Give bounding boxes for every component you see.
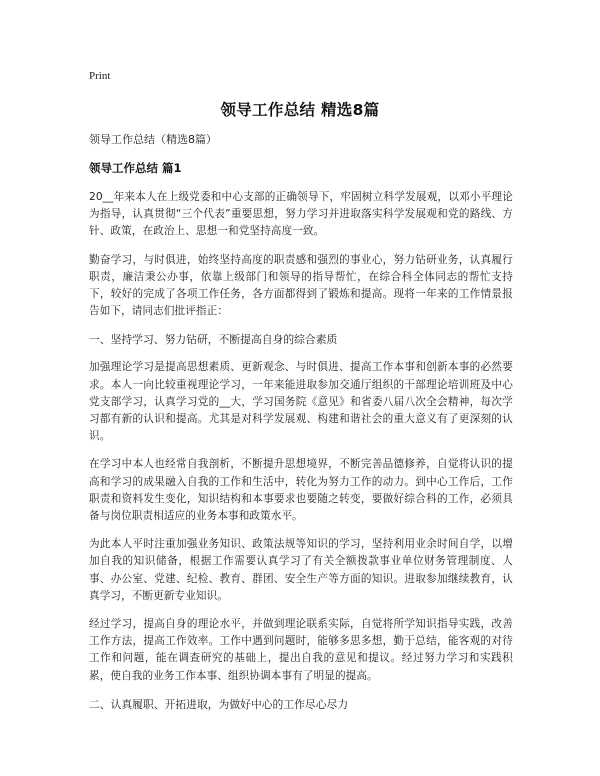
- document-title: 领导工作总结 精选8篇: [220, 101, 380, 119]
- paragraph-5: 为此本人平时注重加强业务知识、政策法规等知识的学习，坚持利用业余时间自学，以增加自我的知识储备，根据工作需要认真学习了有关全额拨款事业单位财务管理制度、人事、办公室、党建、纪检、教育、群团、安全生产等方面的知识。进取参加继续教育，认真学习，不断更新专业知识。: [89, 538, 513, 602]
- document-subtitle: 领导工作总结（精选8篇）: [89, 133, 217, 146]
- document-body: [89, 131, 513, 724]
- outline-heading-2: 二、认真履职、开拓进取，为做好中心的工作尽心尽力: [89, 697, 349, 711]
- outline-heading-1: 一、坚持学习、努力钻研，不断提高自身的综合素质: [89, 333, 338, 347]
- paragraph-1: 20__年来本人在上级党委和中心支部的正确领导下，牢固树立科学发展观，以邓小平理论为指导，认真贯彻“三个代表”重要思想，努力学习并进取落实科学发展观和党的路线、方针、政策，在政治上、思想一和党坚持高度一致。: [89, 191, 513, 238]
- paragraph-3: 加强理论学习是提高思想素质、更新观念、与时俱进、提高工作本事和创新本事的必然要求。本人一向比较重视理论学习，一年来能进取参加交通厅组织的干部理论培训班及中心党支部学习，认真学习党的__大，学习国务院《意见》和省委八届八次全会精神，每次学习都有新的认识和提高。尤其是对科学发展观、构建和谐社会的重大意义有了更深刻的认识。: [89, 361, 513, 443]
- paragraph-4: 在学习中本人也经常自我剖析，不断提升思想境界，不断完善品德修养，自觉将认识的提高和学习的成果融入自我的工作和生活中，转化为努力工作的动力。到中心工作后，工作职责和资料发生变化，知识结构和本事要求也要随之转变，要做好综合科的工作，必须具备与岗位职责相适应的业务本事和政策水平。: [89, 458, 513, 523]
- section-heading: 领导工作总结 篇1: [89, 161, 182, 175]
- paragraph-2: 勤奋学习，与时俱进，始终坚持高度的职责感和强烈的事业心，努力钻研业务，认真履行职责，廉洁秉公办事，依靠上级部门和领导的指导帮忙，在综合科全体同志的帮忙支持下，较好的完成了各项工作任务，各方面都得到了锻炼和提高。现将一年来的工作情景报告如下，请同志们批评指正：: [89, 253, 513, 318]
- print-link[interactable]: Print: [89, 70, 111, 82]
- paragraph-6: 经过学习，提高自身的理论水平，并做到理论联系实际，自觉将所学知识指导实践，改善工作方法，提高工作效率。工作中遇到问题时，能够多思多想，勤于总结，能客观的对待工作和问题，能在调查研究的基础上，提出自我的意见和提议。经过努力学习和实践积累，使自我的业务工作本事、组织协调本事有了明显的提高。: [89, 618, 513, 682]
